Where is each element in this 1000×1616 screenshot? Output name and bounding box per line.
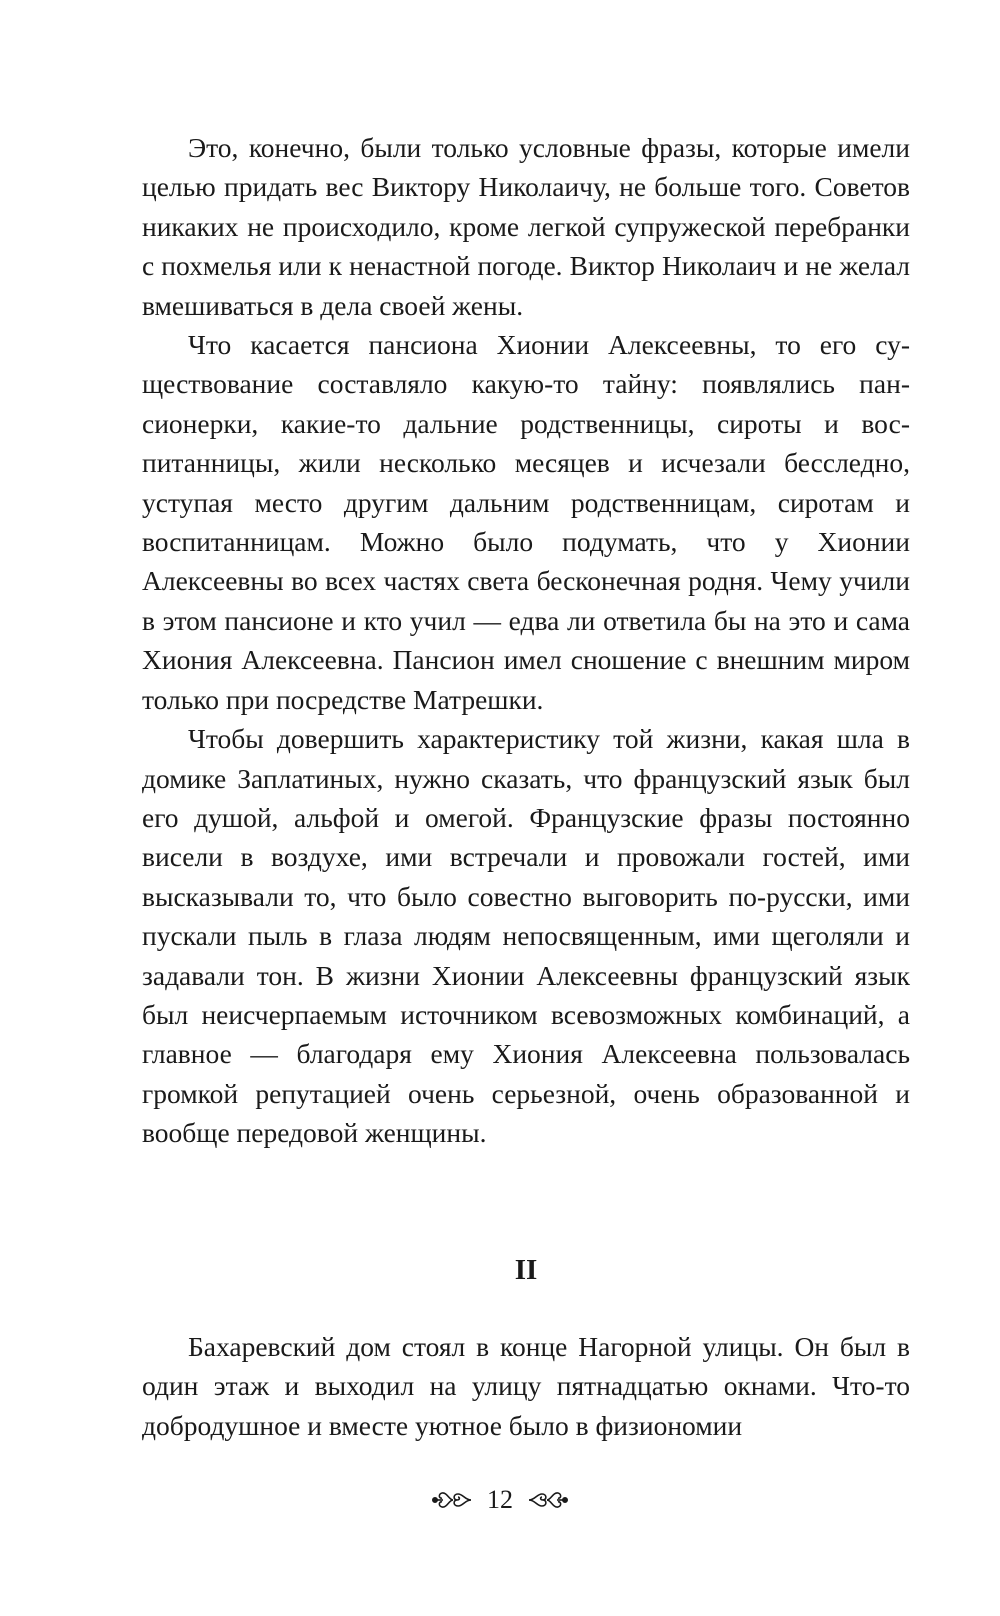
paragraph-2: Что касается пансиона Хионии Алексеевны, то его существование составляло какую-то тайну: появлялись пансионерки, какие-то дальние родственницы, сироты и воспитанницы, жили несколько месяцев и исчезали бесследно, уступая место другим дальним родственницам, сиротам и воспитанницам. Можно было подумать, что у Хионии Алексеевны во всех частях света бесконечная родня. Чему учили в этом пансионе и кто учил — едва ли ответила бы на это и сама Хиония Алексеевна. Пансион имел сношение с внешним миром только при посредстве Матрешки. (142, 329, 910, 715)
paragraph-1: Это, конечно, были только условные фразы, которые имели целью придать вес Виктору Николаичу, не больше того. Советов никаких не происходило, кроме легкой супружеской перебранки с похмелья или к ненастной погоде. Виктор Николаич и не желал вмешиваться в дела своей жены. (142, 132, 910, 321)
page-number: 12 (487, 1485, 513, 1514)
paragraph-4: Бахаревский дом стоял в конце Нагорной улицы. Он был в один этаж и выходил на улицу пятнадцатью окнами. Что-то добродушное и вместе уютное было в физиономии (142, 1331, 910, 1441)
ornament-left-icon (431, 1488, 473, 1512)
paragraph-3: Чтобы довершить характеристику той жизни, какая шла в домике Заплатиных, нужно сказать, что французский язык был его душой, альфой и омегой. Французские фразы постоянно висели в воздухе, ими встречали и провожали гостей, ими высказывали то, что было совестно выговорить по-русски, ими пускали пыль в глаза людям непосвященным, ими щеголяли и задавали тон. В жизни Хионии Алексеевны французский язык был неисчерпаемым источником всевозможных комбинаций, а главное — благодаря ему Хиония Алексеевна пользовалась громкой репутацией очень серьезной, очень образованной и вообще передовой женщины. (142, 723, 910, 1149)
chapter-heading: II (514, 1254, 538, 1286)
body-text (142, 128, 910, 1153)
page-footer (0, 1482, 1000, 1518)
chapter-body (142, 1327, 910, 1445)
ornament-right-icon (527, 1488, 569, 1512)
